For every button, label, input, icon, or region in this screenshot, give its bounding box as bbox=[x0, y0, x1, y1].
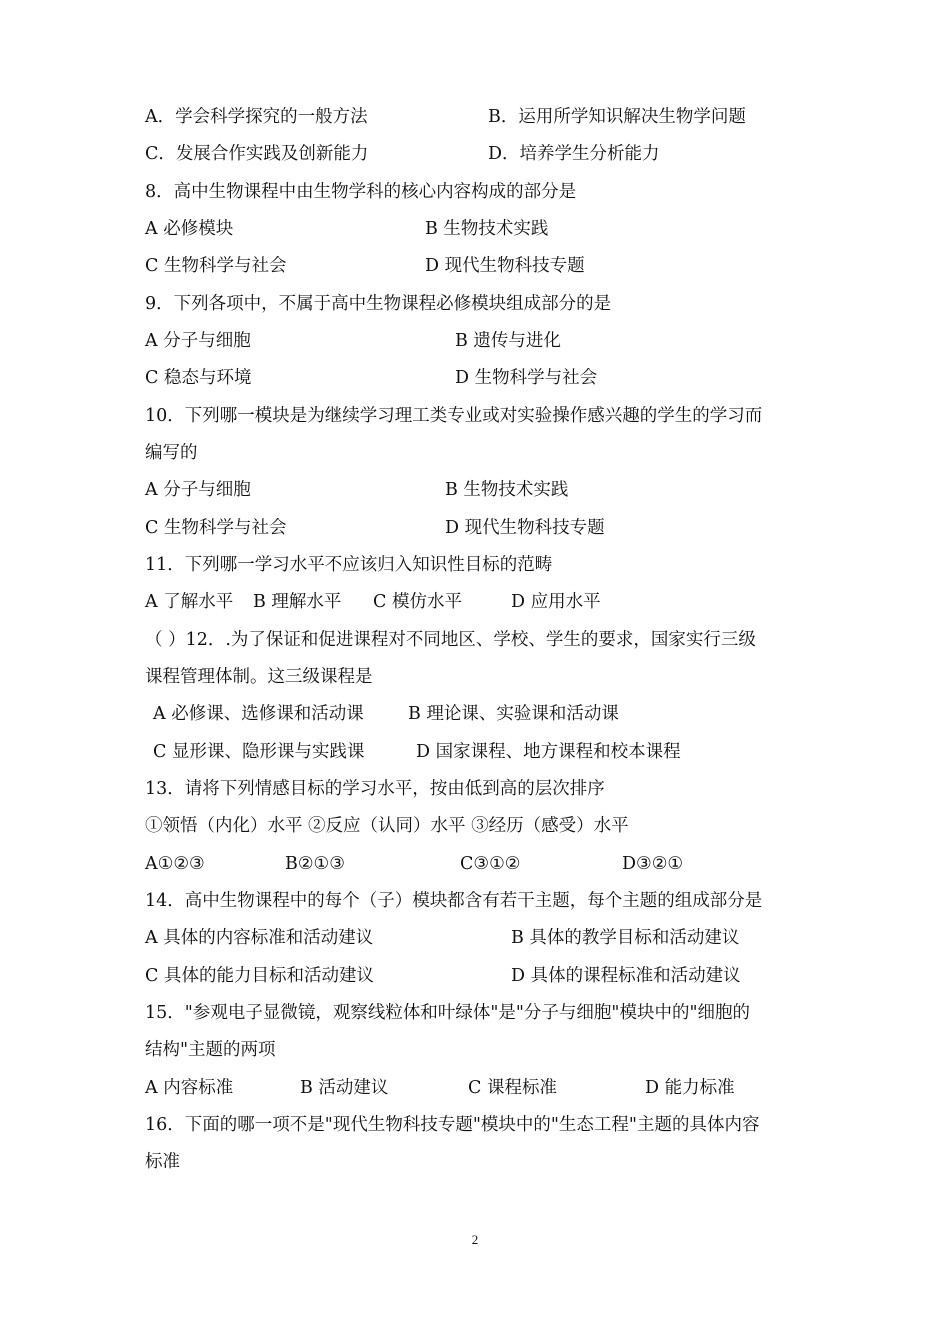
option-text: A 必修课、选修课和活动课 bbox=[153, 704, 364, 724]
page-number: 2 bbox=[471, 1232, 479, 1247]
question-text: 11．下列哪一学习水平不应该归入知识性目标的范畴 bbox=[145, 555, 553, 575]
option-text: D．培养学生分析能力 bbox=[488, 144, 660, 164]
question-text: 13．请将下列情感目标的学习水平，按由低到高的层次排序 bbox=[145, 779, 605, 799]
question-text: ①领悟（内化）水平 ②反应（认同）水平 ③经历（感受）水平 bbox=[145, 816, 629, 836]
question-text: 结构"主题的两项 bbox=[145, 1040, 276, 1060]
text-line-q13-stem bbox=[0, 771, 950, 808]
option-text: D 具体的课程标准和活动建议 bbox=[511, 966, 741, 986]
text-line-q14-options-ab bbox=[0, 920, 950, 957]
text-line-q7-options-ab bbox=[0, 99, 950, 136]
option-text: B 理解水平 bbox=[253, 592, 342, 612]
text-line-q12-options-ab bbox=[0, 696, 950, 733]
option-text: C 模仿水平 bbox=[373, 592, 462, 612]
option-text: A 分子与细胞 bbox=[145, 480, 251, 500]
text-line-q15-stem-2 bbox=[0, 1032, 950, 1069]
question-text: （ ）12．.为了保证和促进课程对不同地区、学校、学生的要求，国家实行三级 bbox=[145, 630, 756, 650]
option-text: A 分子与细胞 bbox=[145, 331, 251, 351]
text-line-q8-stem bbox=[0, 174, 950, 211]
option-text: A 内容标准 bbox=[145, 1078, 234, 1098]
option-text: C．发展合作实践及创新能力 bbox=[145, 144, 369, 164]
option-text: B 生物技术实践 bbox=[445, 480, 569, 500]
question-text: 14．高中生物课程中的每个（子）模块都含有若干主题，每个主题的组成部分是 bbox=[145, 891, 763, 911]
text-line-q15-stem-1 bbox=[0, 995, 950, 1032]
text-line-q14-stem bbox=[0, 883, 950, 920]
option-text: B．运用所学知识解决生物学问题 bbox=[488, 107, 746, 127]
text-line-q13-options bbox=[0, 846, 950, 883]
option-text: A 必修模块 bbox=[145, 219, 234, 239]
option-text: C 稳态与环境 bbox=[145, 368, 252, 388]
question-text: 10．下列哪一模块是为继续学习理工类专业或对实验操作感兴趣的学生的学习而 bbox=[145, 406, 763, 426]
question-text: 9．下列各项中，不属于高中生物课程必修模块组成部分的是 bbox=[145, 294, 612, 314]
option-text: A①②③ bbox=[145, 854, 205, 874]
option-text: C 生物科学与社会 bbox=[145, 256, 287, 276]
question-text: 16．下面的哪一项不是"现代生物科技专题"模块中的"生态工程"主题的具体内容 bbox=[145, 1115, 760, 1135]
text-line-q12-stem-2 bbox=[0, 659, 950, 696]
option-text: D 能力标准 bbox=[645, 1078, 735, 1098]
text-line-q10-options-cd bbox=[0, 510, 950, 547]
question-text: 编写的 bbox=[145, 443, 198, 463]
text-line-q12-options-cd bbox=[0, 734, 950, 771]
text-line-q13-items bbox=[0, 808, 950, 845]
text-line-q15-options bbox=[0, 1070, 950, 1107]
option-text: C 生物科学与社会 bbox=[145, 518, 287, 538]
text-line-q14-options-cd bbox=[0, 958, 950, 995]
text-line-q10-stem-2 bbox=[0, 435, 950, 472]
option-text: A．学会科学探究的一般方法 bbox=[145, 107, 368, 127]
question-text: 8．高中生物课程中由生物学科的核心内容构成的部分是 bbox=[145, 182, 577, 202]
option-text: D 现代生物科技专题 bbox=[425, 256, 585, 276]
text-line-q9-stem bbox=[0, 286, 950, 323]
option-text: B 具体的教学目标和活动建议 bbox=[511, 928, 740, 948]
option-text: B 遗传与进化 bbox=[455, 331, 561, 351]
text-line-q10-stem-1 bbox=[0, 398, 950, 435]
option-text: C 课程标准 bbox=[468, 1078, 557, 1098]
text-line-q9-options-cd bbox=[0, 360, 950, 397]
text-line-q16-stem-2 bbox=[0, 1144, 950, 1181]
option-text: A 具体的内容标准和活动建议 bbox=[145, 928, 374, 948]
option-text: B 理论课、实验课和活动课 bbox=[408, 704, 619, 724]
text-line-q11-stem bbox=[0, 547, 950, 584]
text-line-q12-stem-1 bbox=[0, 622, 950, 659]
text-line-q10-options-ab bbox=[0, 472, 950, 509]
question-text: 15．"参观电子显微镜，观察线粒体和叶绿体"是"分子与细胞"模块中的"细胞的 bbox=[145, 1003, 751, 1023]
option-text: D 国家课程、地方课程和校本课程 bbox=[416, 742, 681, 762]
text-line-q8-options-cd bbox=[0, 248, 950, 285]
option-text: D 现代生物科技专题 bbox=[445, 518, 605, 538]
option-text: D 生物科学与社会 bbox=[455, 368, 598, 388]
question-text: 标准 bbox=[145, 1152, 180, 1172]
option-text: A 了解水平 bbox=[145, 592, 234, 612]
option-text: C 显形课、隐形课与实践课 bbox=[153, 742, 365, 762]
option-text: D③②① bbox=[622, 854, 684, 874]
option-text: C③①② bbox=[460, 854, 521, 874]
question-text: 课程管理体制。这三级课程是 bbox=[145, 667, 373, 687]
text-line-q9-options-ab bbox=[0, 323, 950, 360]
text-line-q11-options bbox=[0, 584, 950, 621]
option-text: D 应用水平 bbox=[511, 592, 601, 612]
text-line-q16-stem-1 bbox=[0, 1107, 950, 1144]
option-text: B②①③ bbox=[285, 854, 345, 874]
option-text: B 活动建议 bbox=[300, 1078, 389, 1098]
text-line-q8-options-ab bbox=[0, 211, 950, 248]
text-line-q7-options-cd bbox=[0, 136, 950, 173]
option-text: B 生物技术实践 bbox=[425, 219, 549, 239]
option-text: C 具体的能力目标和活动建议 bbox=[145, 966, 374, 986]
